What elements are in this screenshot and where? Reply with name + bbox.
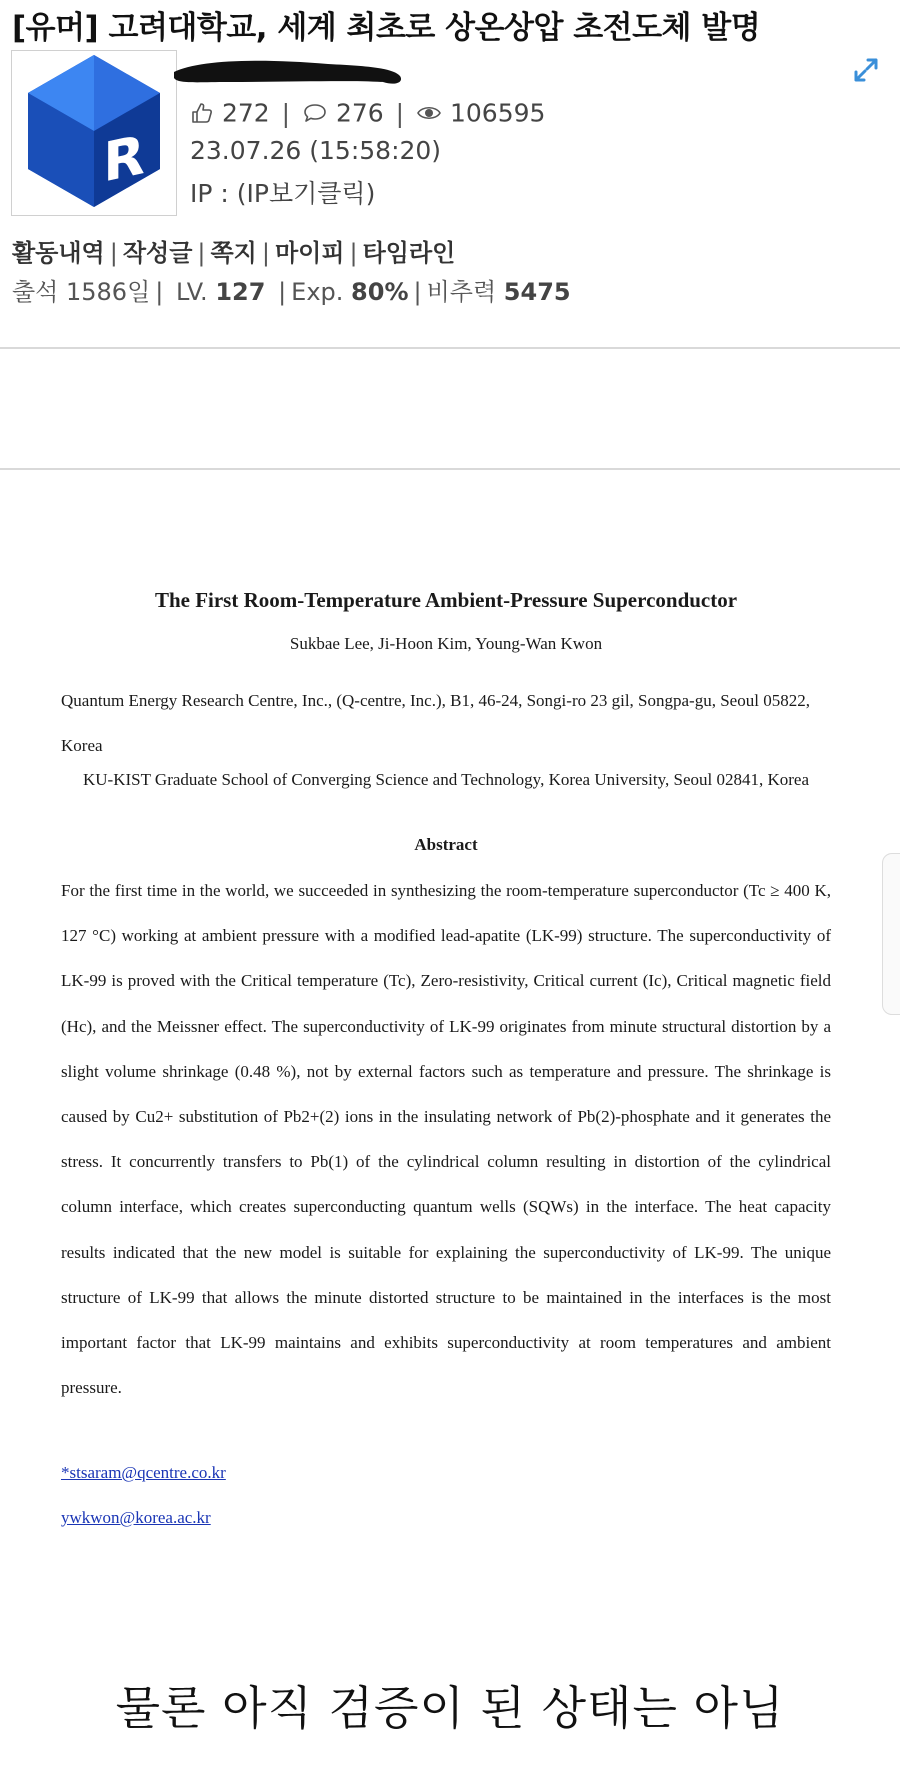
email-link-2[interactable]: ywkwon@korea.ac.kr bbox=[61, 1508, 211, 1527]
post-stats: 272 | 276 | 106595 bbox=[190, 97, 545, 128]
avatar-logo-icon bbox=[12, 51, 176, 215]
abstract-text: For the first time in the world, we succeeded in synthesizing the room-temperature superconductor (Tc ≥ 400 K, 127 °C) working at ambient pressure with a modified lead-apatite (LK-99) structure. The superconductivity of LK-99 is proved with the Critical temperature (Tc), Zero-resistivity, Critical current (Ic), Critical magnetic field (Hc), and the Meissner effect. The superconductivity of LK-99 originates from minute structural distortion by a slight volume shrinkage (0.48 %), not by external factors such as temperature and pressure. The shrinkage is caused by Cu2+ substitution of Pb2+(2) ions in the insulating network of Pb(2)-phosphate and it generates the stress. It concurrently transfers to Pb(1) of the cylindrical column resulting in distortion of the cylindrical column interface, which creates superconducting quantum wells (SQWs) in the interface. The heat capacity results indicated that the new model is suitable for explaining the superconductivity of LK-99. The unique structure of LK-99 that allows the minute distorted structure to be maintained in the interfaces is the most important factor that LK-99 maintains and exhibits superconductivity at room temperatures and ambient pressure. bbox=[61, 881, 831, 1398]
redacted-username bbox=[168, 52, 408, 96]
caption: 물론 아직 검증이 된 상태는 아님 bbox=[115, 1681, 785, 1735]
abstract-heading: Abstract bbox=[414, 835, 478, 854]
profile-menu: 활동내역 | 작성글 | 쪽지 | 마이피 | 타임라인 bbox=[12, 239, 456, 267]
email-link-1[interactable]: *stsaram@qcentre.co.kr bbox=[61, 1463, 226, 1482]
menu-activity[interactable]: 활동내역 bbox=[12, 239, 105, 267]
divider-bottom bbox=[0, 468, 900, 470]
power-label: 비추력 bbox=[426, 278, 497, 306]
post-date: 23.07.26 (15:58:20) bbox=[190, 136, 442, 165]
paper-authors: Sukbae Lee, Ji-Hoon Kim, Young-Wan Kwon bbox=[289, 634, 603, 653]
side-scroll-tab[interactable] bbox=[882, 853, 900, 1015]
paper-title: The First Room-Temperature Ambient-Pressure Superconductor bbox=[154, 588, 738, 612]
menu-mypi[interactable]: 마이피 bbox=[274, 239, 345, 267]
paper-affiliation-2: KU-KIST Graduate School of Converging Science and Technology, Korea University, Seoul 02841, Korea bbox=[82, 770, 810, 789]
level-label: LV. bbox=[176, 278, 208, 306]
view-count: 106595 bbox=[449, 98, 546, 128]
thumbs-up-icon[interactable] bbox=[190, 101, 214, 125]
attendance: 출석 1586일 bbox=[12, 278, 151, 306]
level-value: 127 bbox=[215, 278, 266, 306]
user-info: 출석 1586일 | LV. 127 | Exp. 80% | 비추력 5475 bbox=[12, 278, 571, 306]
divider-top bbox=[0, 347, 900, 349]
menu-message[interactable]: 쪽지 bbox=[210, 239, 257, 267]
menu-posts[interactable]: 작성글 bbox=[122, 239, 193, 267]
exp-label: Exp. bbox=[291, 278, 344, 306]
paper-affiliation-1: Quantum Energy Research Centre, Inc., (Q-centre, Inc.), B1, 46-24, Songi-ro 23 gil, Songpa-gu, Seoul 05822, Korea bbox=[61, 691, 810, 755]
exp-value: 80% bbox=[351, 278, 409, 306]
ip-link[interactable]: IP : (IP보기클릭) bbox=[190, 179, 376, 208]
menu-timeline[interactable]: 타임라인 bbox=[362, 239, 456, 267]
power-value: 5475 bbox=[503, 278, 571, 306]
svg-text:R: R bbox=[103, 122, 145, 195]
speech-bubble-icon[interactable] bbox=[302, 101, 328, 125]
avatar[interactable] bbox=[11, 50, 177, 216]
like-count: 272 bbox=[221, 98, 270, 128]
comment-count: 276 bbox=[335, 98, 384, 128]
eye-icon bbox=[416, 101, 442, 125]
post-title: [유머] 고려대학교, 세계 최초로 상온상압 초전도체 발명 bbox=[12, 10, 761, 46]
expand-arrows-icon[interactable] bbox=[852, 56, 880, 84]
